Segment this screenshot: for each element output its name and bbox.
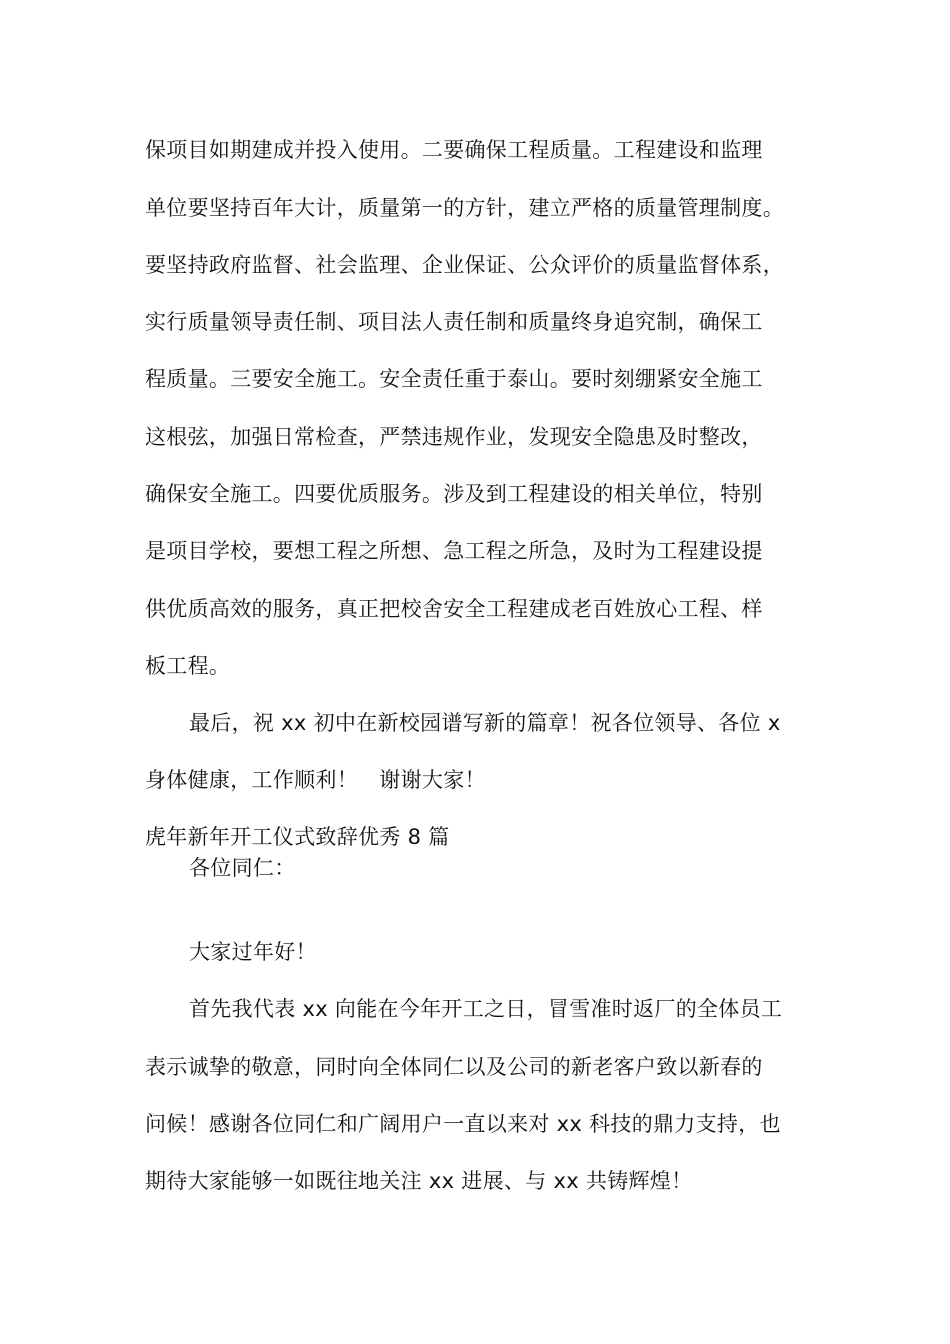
paragraph-start-line: 首先我代表 xx 向能在今年开工之日，冒雪准时返厂的全体员工 [189, 997, 783, 1021]
greeting: 大家过年好！ [189, 940, 317, 964]
salutation: 各位同仁： [189, 856, 296, 880]
body-text-line: 单位要坚持百年大计，质量第一的方针，建立严格的质量管理制度。 [145, 196, 784, 220]
body-text-line: 板工程。 [145, 654, 231, 678]
body-text-line: 要坚持政府监督、社会监理、企业保证、公众评价的质量监督体系， [145, 253, 784, 277]
body-text-line: 实行质量领导责任制、项目法人责任制和质量终身追究制，确保工 [145, 310, 763, 334]
section-heading: 虎年新年开工仪式致辞优秀 8 篇 [145, 825, 450, 849]
body-text-line: 供优质高效的服务，真正把校舍安全工程建成老百姓放心工程、样 [145, 597, 763, 621]
body-text-line: 是项目学校，要想工程之所想、急工程之所急，及时为工程建设提 [145, 539, 763, 563]
body-text-line: 期待大家能够一如既往地关注 xx 进展、与 xx 共铸辉煌！ [145, 1169, 693, 1193]
body-text-line: 保项目如期建成并投入使用。二要确保工程质量。工程建设和监理 [145, 138, 763, 162]
body-text-line: 问候！感谢各位同仁和广阔用户一直以来对 xx 科技的鼎力支持，也 [145, 1112, 781, 1136]
body-text-line: 程质量。三要安全施工。安全责任重于泰山。要时刻绷紧安全施工 [145, 367, 763, 391]
paragraph-start-line: 最后，祝 xx 初中在新校园谱写新的篇章！祝各位领导、各位 x [189, 711, 781, 735]
body-text-line: 表示诚挚的敬意，同时向全体同仁以及公司的新老客户致以新春的 [145, 1055, 763, 1079]
body-text-line: 身体健康，工作顺利！ 谢谢大家！ [145, 768, 486, 792]
body-text-line: 这根弦，加强日常检查，严禁违规作业，发现安全隐患及时整改， [145, 425, 763, 449]
body-text-line: 确保安全施工。四要优质服务。涉及到工程建设的相关单位，特别 [145, 482, 763, 506]
